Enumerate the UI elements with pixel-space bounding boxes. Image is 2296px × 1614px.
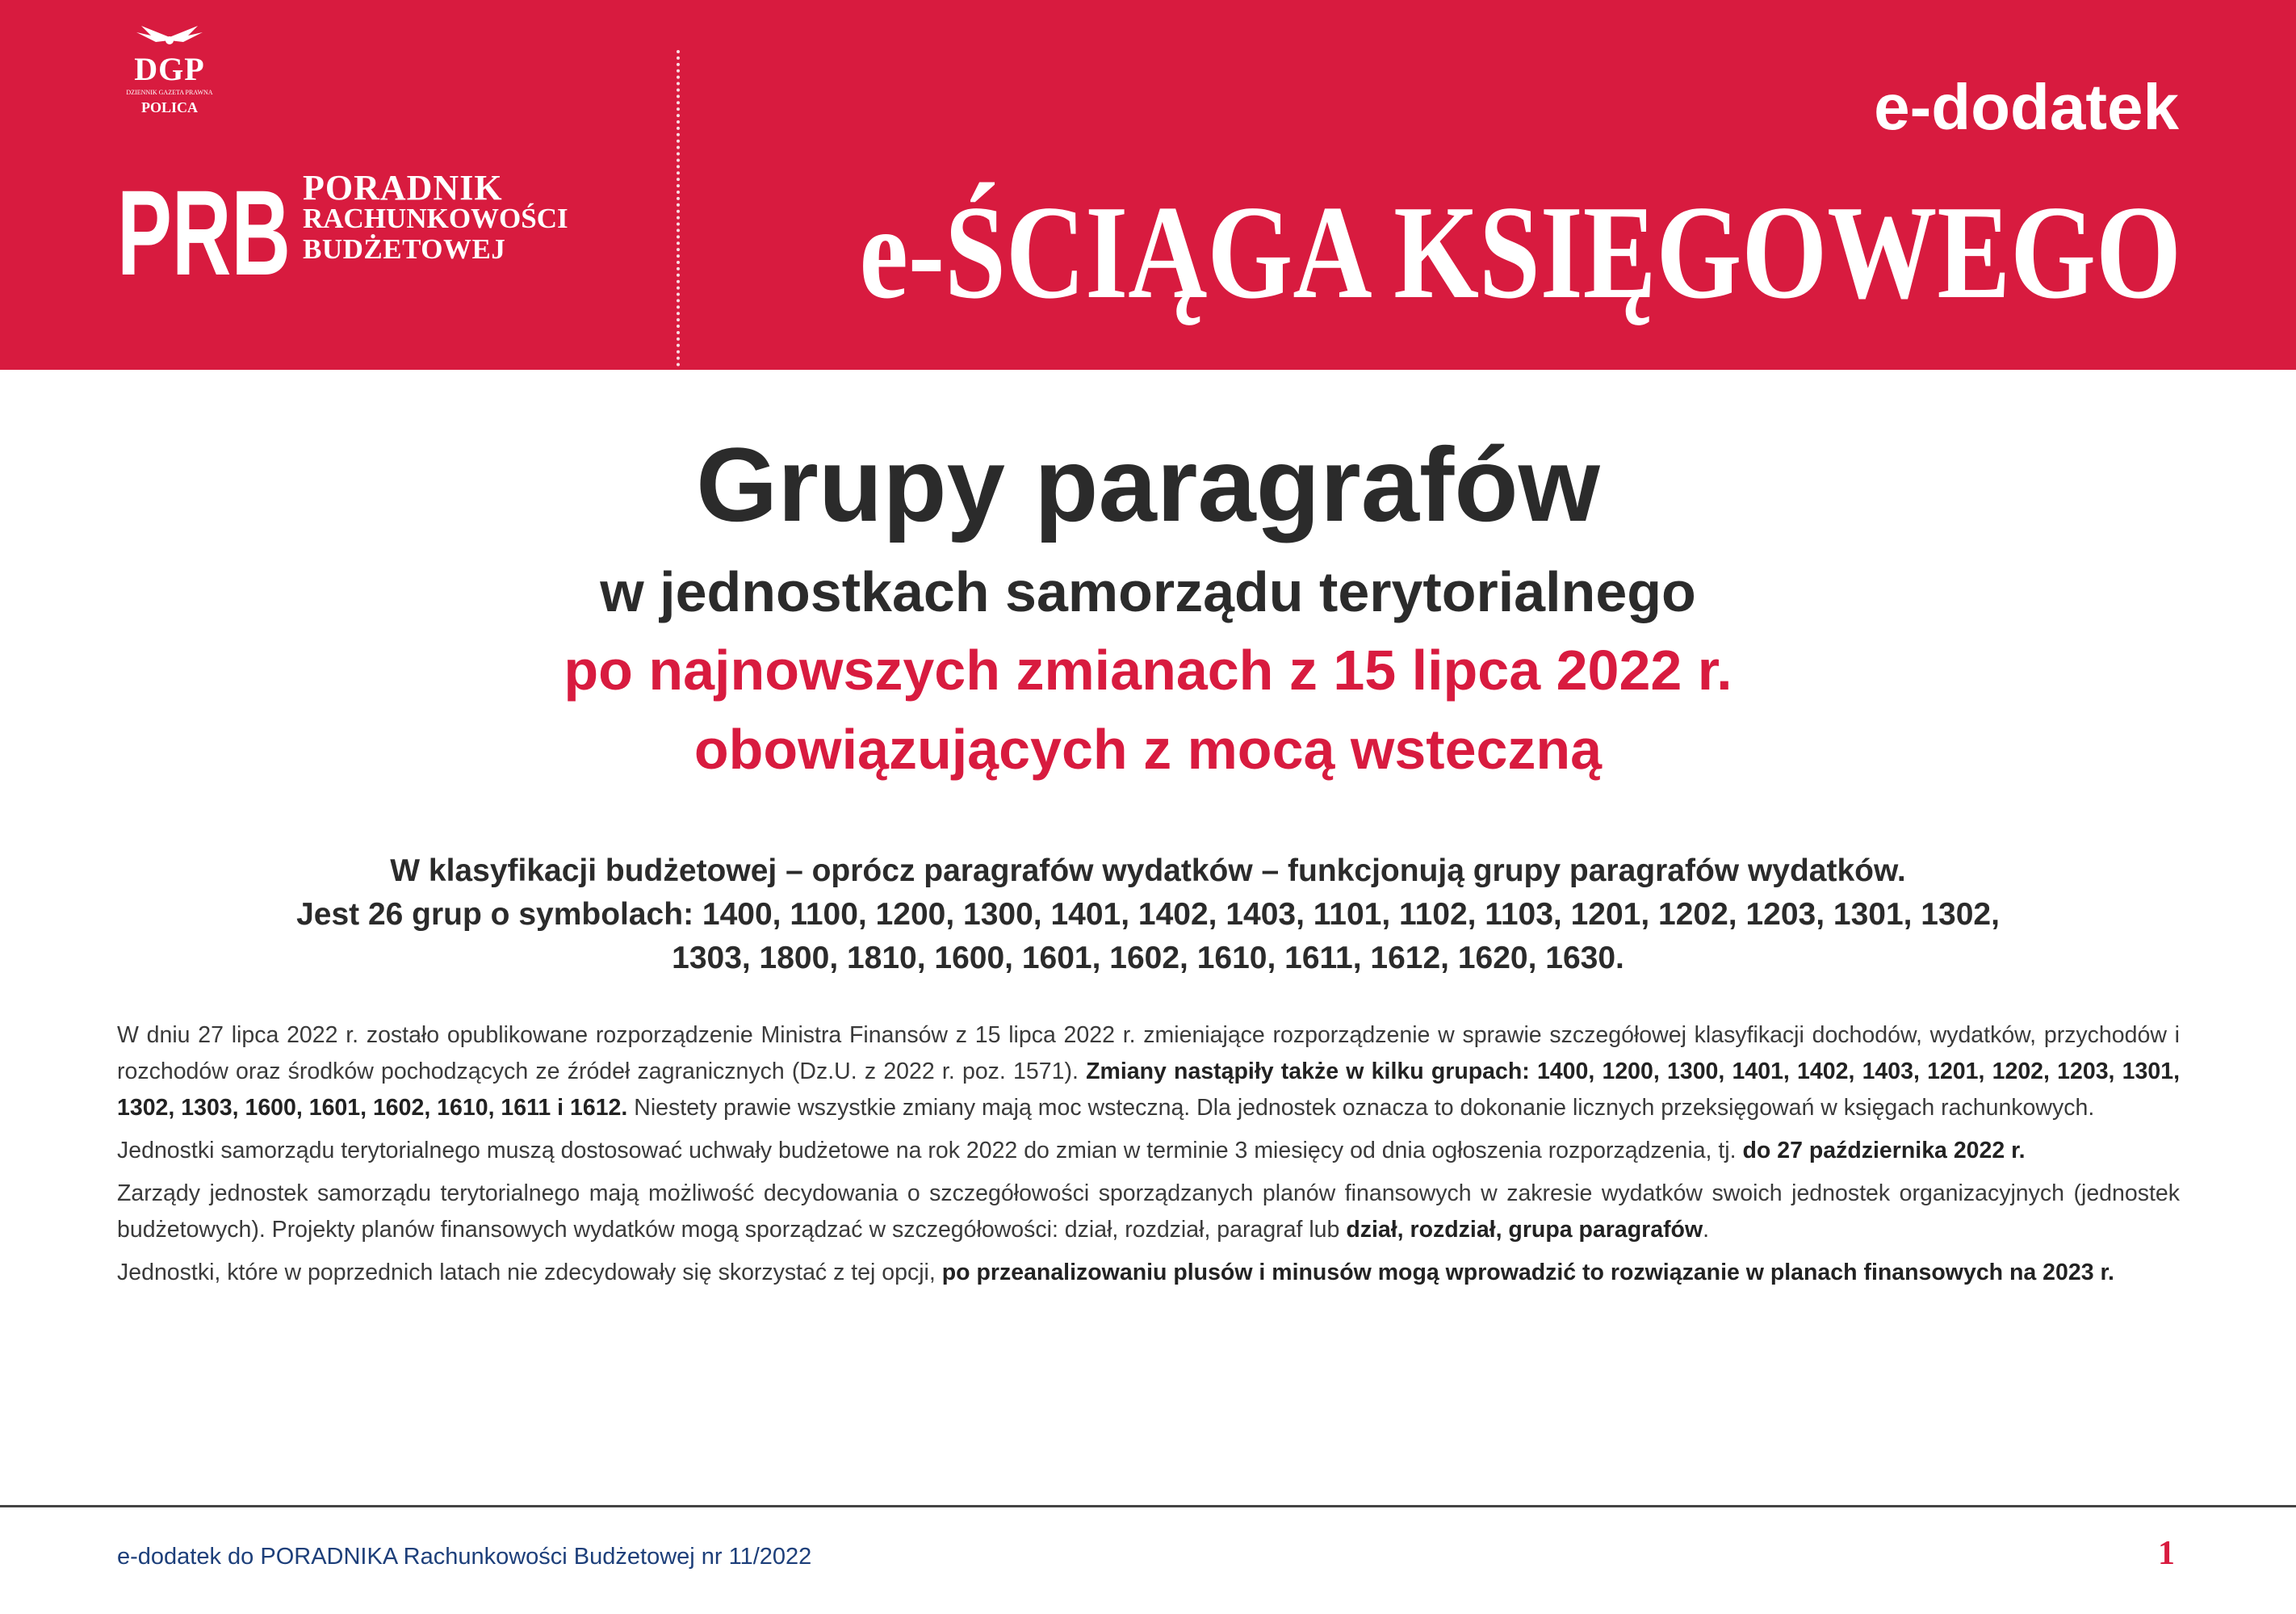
red-heading-line1: po najnowszych zmianach z 15 lipca 2022 r. <box>564 639 1732 702</box>
footer-rule <box>0 1505 2296 1507</box>
page-title: Grupy paragrafów <box>696 426 1600 543</box>
page-number: 1 <box>2158 1535 2175 1572</box>
paragraph-3-text: Zarządy jednostek samorządu terytorialnego mają możliwość decydowania o szczegółowości sporządzanych planów finansowych w zakresie wydatków swoich jednostek organizacyjnych (jednostek budżetowych). Projekty planów finansowych wydatków mogą sporządzać w szczegółowości: dział, rozdział, paragraf lub <box>117 1180 2180 1243</box>
edodatek-label: e-dodatek <box>1874 71 2179 143</box>
paragraph-1-text: W dniu 27 lipca 2022 r. zostało opublikowane rozporządzenie Ministra Finansów z 15 lipca 2022 r. zmieniające rozporządzenie w sprawie szczegółowej klasyfikacji dochodów, wydatków, przychodów i rozchodów oraz środków pochodzących ze źródeł zagranicznych (Dz.U. z 2022 r. poz. 1571). <box>117 1022 2180 1084</box>
paragraph-3-tail: . <box>1703 1217 1710 1243</box>
red-heading-line2: obowiązujących z mocą wsteczną <box>693 718 1603 781</box>
intro-block <box>129 849 2167 980</box>
paragraph-4 <box>117 1255 2180 1291</box>
header-divider <box>677 50 680 367</box>
paragraph-1-tail: Niestety prawie wszystkie zmiany mają moc wsteczną. Dla jednostek oznacza to dokonanie licznych przeksięgowań w księgach rachunkowych. <box>627 1095 2095 1121</box>
eagle-icon <box>133 21 206 53</box>
series-title: e-ŚCIĄGA KSIĘGOWEGO <box>859 178 2181 326</box>
paragraph-3 <box>117 1176 2180 1248</box>
dgp-edition: POLICA <box>140 99 198 115</box>
intro-line1: W klasyfikacji budżetowej – oprócz paragrafów wydatków – funkcjonują grupy paragrafów wydatków. <box>390 853 1906 888</box>
dgp-letters: DGP <box>134 51 205 87</box>
header-banner <box>0 0 2296 370</box>
prb-line1: PORADNIK <box>303 168 503 208</box>
prb-name <box>303 168 568 265</box>
prb-line2: RACHUNKOWOŚCI <box>303 203 568 234</box>
paragraph-2 <box>117 1133 2180 1169</box>
paragraph-4-text: Jednostki, które w poprzednich latach nie zdecydowały się skorzystać z tej opcji, <box>117 1260 942 1285</box>
prb-logo-letters: PRB <box>117 170 291 291</box>
page-subtitle: w jednostkach samorządu terytorialnego <box>600 560 1696 623</box>
prb-logo-icon <box>117 170 295 291</box>
intro-line2: Jest 26 grup o symbolach: 1400, 1100, 1200, 1300, 1401, 1402, 1403, 1101, 1102, 1103, 1201, 1202, 1203, 1301, 1302, <box>296 897 2000 932</box>
footer-text: e-dodatek do PORADNIKA Rachunkowości Budżetowej nr 11/2022 <box>117 1544 812 1570</box>
dgp-logo <box>113 21 226 115</box>
paragraph-4-bold: po przeanalizowaniu plusów i minusów mogą wprowadzić to rozwiązanie w planach finansowych na 2023 r. <box>941 1260 2114 1285</box>
paragraph-2-bold: do 27 października 2022 r. <box>1742 1138 2026 1163</box>
paragraph-1-bold: Zmiany nastąpiły także w kilku grupach: 1400, 1200, 1300, 1401, 1402, 1403, 1201, 1202, 1203, 1301, 1302, 1303, 1600, 1601, 1602, 1610, 1611 i 1612. <box>117 1059 2180 1121</box>
prb-line3: BUDŻETOWEJ <box>303 233 506 265</box>
paragraph-1 <box>117 1017 2180 1126</box>
body-text <box>117 1017 2180 1297</box>
intro-line3: 1303, 1800, 1810, 1600, 1601, 1602, 1610, 1611, 1612, 1620, 1630. <box>672 941 1624 975</box>
dgp-subtitle: DZIENNIK GAZETA PRAWNA <box>126 89 213 96</box>
paragraph-3-bold: dział, rozdział, grupa paragrafów <box>1346 1217 1703 1243</box>
paragraph-2-text: Jednostki samorządu terytorialnego muszą dostosować uchwały budżetowe na rok 2022 do zmian w terminie 3 miesięcy od dnia ogłoszenia rozporządzenia, tj. <box>117 1138 1743 1163</box>
main-headings <box>0 424 2296 789</box>
